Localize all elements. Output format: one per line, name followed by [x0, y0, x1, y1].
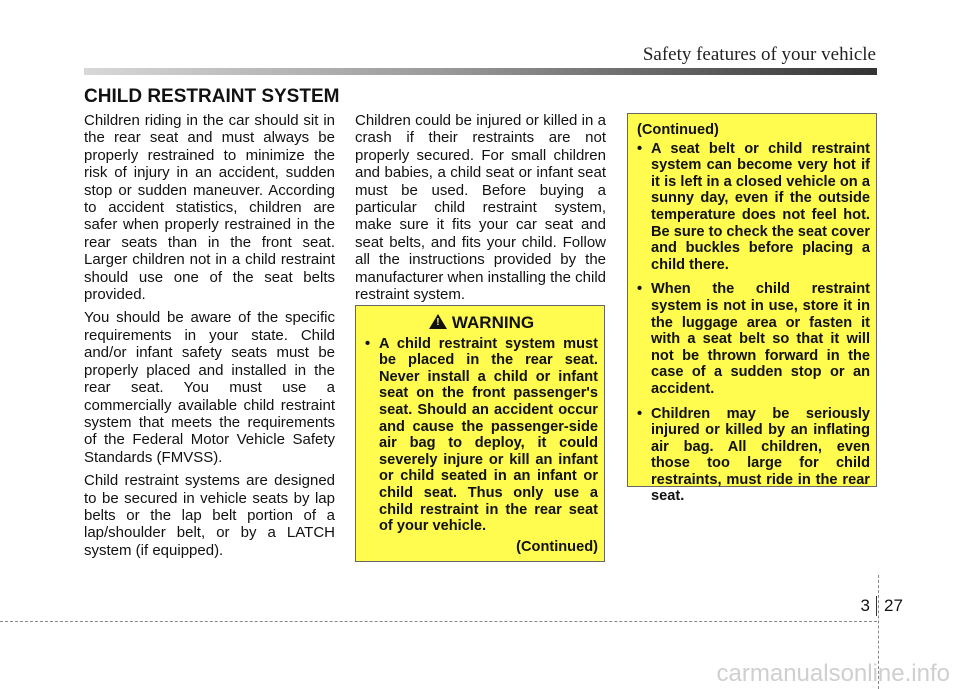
warning-heading — [365, 314, 598, 332]
warning-bullet — [637, 281, 870, 397]
section-title: CHILD RESTRAINT SYSTEM — [84, 86, 340, 107]
bullet-dot: • — [637, 140, 643, 157]
paragraph: Children riding in the car should sit in the rear seat and must always be properly restrained to minimize the risk of injury in an accident, sudden stop or sudden maneuver. According to accident statistics, children are safer when properly restrained in the rear seats than in the front seat. Larger children not in a child restraint should use one of the seat belts provided. — [84, 112, 335, 304]
bullet-text: Children may be seriously injured or killed by an inflating air bag. All children, even those too large for child restraints, must ride in the rear seat. — [651, 405, 870, 505]
bullet-dot: • — [365, 335, 371, 352]
paragraph: Child restraint systems are designed to be secured in vehicle seats by lap belts or the lap belt portion of a lap/shoulder belt, or by a LATCH system (if equipped). — [84, 472, 335, 559]
warning-bullet — [637, 406, 870, 506]
footer-rule — [0, 621, 877, 622]
warning-title: WARNING — [451, 313, 535, 332]
running-header-title: Safety features of your vehicle — [642, 44, 876, 65]
left-column — [84, 112, 335, 565]
continued-label: (Continued) — [516, 538, 598, 555]
warning-triangle-icon — [429, 314, 447, 329]
page-number-divider — [876, 596, 877, 616]
warning-bullet — [365, 336, 598, 535]
bullet-dot: • — [637, 405, 643, 422]
bullet-dot: • — [637, 281, 643, 298]
watermark: carmanualsonline.info — [716, 660, 950, 687]
continued-label: (Continued) — [637, 122, 719, 138]
middle-column — [355, 112, 606, 309]
paragraph: Children could be injured or killed in a crash if their restraints are not properly secured. For small children and babies, a child seat or infant seat must be used. Before buying a particular child restraint system, make sure it fits your car seat and seat belts, and fits your child. Follow all the instructions provided by the manufacturer when installing the child restraint system. — [355, 112, 606, 304]
bullet-text: A child restraint system must be placed in the rear seat. Never install a child or infant seat on the front passenger's seat. Should an accident occur and cause the passenger-side air bag to deploy, it could severely injure or kill an infant or child seated in an infant or child seat. Thus only use a child restraint in the rear seat of your vehicle. — [379, 335, 598, 535]
bullet-text: When the child restraint system is not in use, store it in the luggage area or fasten it with a seat belt so that it will not be thrown forward in the case of a sudden stop or an accident. — [651, 281, 870, 397]
paragraph: You should be aware of the specific requirements in your state. Child and/or infant safety seats must be properly placed and installed in the rear seat. You must use a commercially available child restraint system that meets the requirements of the Federal Motor Vehicle Safety Standards (FMVSS). — [84, 309, 335, 466]
page-number: 27 — [884, 596, 903, 615]
warning-bullet — [637, 141, 870, 274]
section-number: 3 — [860, 596, 870, 615]
bullet-text: A seat belt or child restraint system can become very hot if it is left in a closed vehicle on a sunny day, even if the outside temperature does not feel hot. Be sure to check the seat cover and buckles before placing a child there. — [651, 140, 871, 273]
warning-box — [355, 305, 605, 562]
warning-continued-box — [627, 113, 877, 505]
header-rule — [84, 68, 877, 75]
